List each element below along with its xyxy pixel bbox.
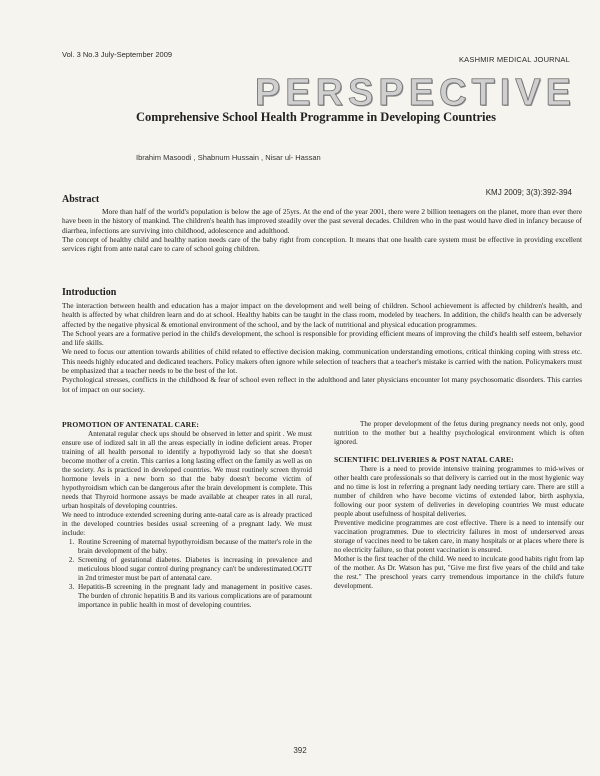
left-column [62, 420, 312, 610]
screening-list [62, 538, 312, 610]
introduction-paragraph: The School years are a formative period in the child's development, the school is responsible for providing efficient means of improving the child's health self esteem, behavior and life skills. [62, 328, 582, 348]
antenatal-paragraph: We need to introduce extended screening during ante-natal care as is already practiced in the developed countries besides usual screening of a pregnant lady. We must include: [62, 511, 312, 537]
introduction-paragraph: Psychological stresses, conflicts in the childhood & fear of school even reflect in the adulthood and later physicians encounter lot many psychosomatic disorders. This carries lot of impact on our society. [62, 375, 582, 394]
citation: KMJ 2009; 3(3):392-394 [485, 188, 572, 197]
introduction-heading: Introduction [62, 287, 117, 298]
article-title: Comprehensive School Health Programme in Developing Countries [136, 110, 496, 124]
journal-name: KASHMIR MEDICAL JOURNAL [458, 55, 570, 64]
deliveries-paragraph: Preventive medicine programmes are cost effective. There is a need to intensify our vaccination programmes. Due to electricity failures in most of underserved areas storage of vaccines need to be taken care, in many hospitals or at places where there is no electricity failure, so that potent vaccination is ensured. [334, 519, 584, 554]
right-column [334, 420, 584, 591]
introduction-paragraph: We need to focus our attention towards abilities of child related to effective decision making, communication understanding emotions, critical thinking coping with stress etc. This needs highly educated and dedicated teachers. Policy makers often ignore while selection of teachers that a teacher's mistake is carried with the nation. Policymakers must be emphasized that a teacher needs to be the best of the lot. [62, 347, 582, 376]
deliveries-paragraph: Mother is the first teacher of the child. We need to inculcate good habits right from lap of the mother. As Dr. Watson has put, "Give me first five years of the child and take the rest." The preschool years carry tremendous importance in the child's future development. [334, 555, 584, 590]
article-authors: Ibrahim Masoodi , Shabnum Hussain , Nisar ul- Hassan [136, 153, 321, 162]
page-number: 392 [293, 746, 307, 755]
perspective-banner: PERSPECTIVE [254, 72, 576, 114]
list-item: 1. Routine Screening of maternal hypothyroidism because of the matter's role in the brain development of the baby. [76, 538, 312, 556]
abstract-body [62, 207, 582, 253]
antenatal-heading: PROMOTION OF ANTENATAL CARE: [62, 420, 200, 429]
abstract-paragraph: The concept of healthy child and healthy nation needs care of the baby right from conception. It means that one health care system must be effective in providing excellent services right from ante natal care to care of school going children. [62, 234, 582, 254]
deliveries-heading: SCIENTIFIC DELIVERIES & POST NATAL CARE: [334, 455, 514, 464]
deliveries-paragraph: There is a need to provide intensive training programmes to mid-wives or other health care professionals so that delivery is carried out in the most hygienic way and no time is lost in referring a pregnant lady needing tertiary care. There are still a number of children who have become victims of extended labor, birth asphyxia, following our poor system of deliveries in developing countries We must educate people about usefulness of hospital deliveries. [334, 465, 584, 518]
abstract-heading: Abstract [62, 194, 100, 205]
list-item: 2. Screening of gestational diabetes. Diabetes is increasing in prevalence and meticulous blood sugar control during pregnancy can't be underestimated.OGTT in 2nd trimester must be part of antenatal care. [76, 556, 312, 583]
fetus-paragraph: The proper development of the fetus during pregnancy needs not only, good nutrition to the mother but a healthy psychological environment which is often ignored. [334, 420, 584, 446]
introduction-paragraph: The interaction between health and education has a major impact on the development and well being of children. School achievement is affected by children's health, and health is affected by what children learn and do at school. Healthy habits can be taught in the class room, modeled by teachers. In addition, the child's health can be adversely affected by the negative physical & emotional environment of the school, and by the lack of nutritional and physical education programmes. [62, 301, 582, 329]
volume-info: Vol. 3 No.3 July-September 2009 [62, 50, 173, 59]
abstract-paragraph: More than half of the world's population is below the age of 25yrs. At the end of the year 2001, there were 2 billion teenagers on the planet, more than ever there have been in the history of mankind. The children's health has improved steadily over the past several decades. Children who in the past would have died in infancy because of diarrhea, infections are surviving into childhood, adolescence and adulthood. [62, 207, 582, 235]
antenatal-paragraph: Antenatal regular check ups should be observed in letter and spirit . We must ensure use of iodized salt in all the areas especially in iodine deficient areas. Proper training of all health personal to identify a hypothyroid lady so that she doesn't become mother of a cretin. This carries a long lasting effect on the family as well as on the society. As is practiced in developed countries. We must routinely screen thyroid hormone levels in a new born so that the baby doesn't become victim of hypothyroidism which can be dangerous after the brain development is complete. This needs that Thyroid hormone assays be made available at cheaper rates in all rural, urban hospitals of developing countries. [62, 430, 313, 510]
list-item: 3. Hepatitis-B screening in the pregnant lady and management in positive cases. The burden of chronic hepatitis B and its various complications are of paramount importance in public health in most of developing countries. [76, 583, 312, 610]
introduction-body [62, 301, 582, 394]
